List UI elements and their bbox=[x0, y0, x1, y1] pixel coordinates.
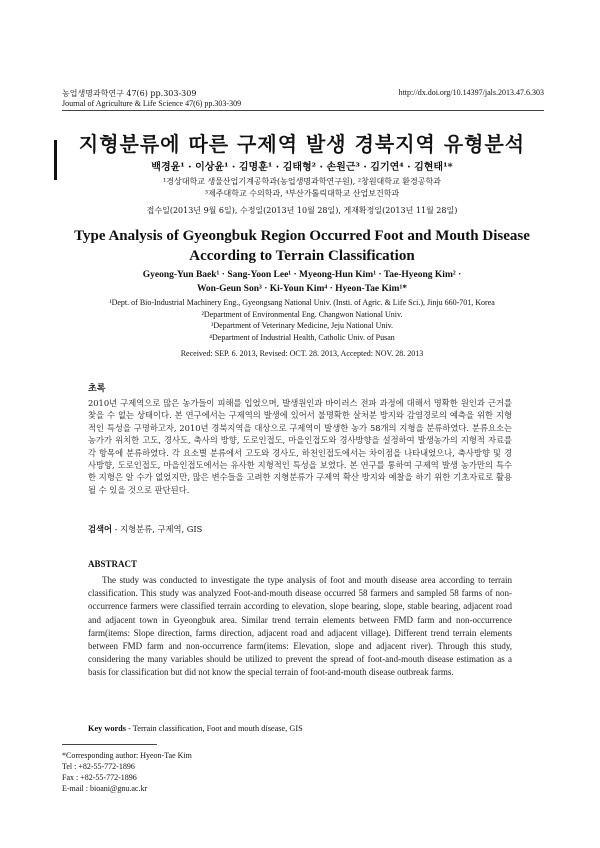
affiliation-en-line: ¹Dept. of Bio-Industrial Machinery Eng., Gyeongsang National Univ. (Insti. of Agric. & Life Sci.), Jinju 660-701, Korea bbox=[109, 298, 495, 307]
affiliation-en-line: ⁴Department of Industrial Health, Catholic Univ. of Pusan bbox=[209, 332, 395, 342]
authors-en-line: Gyeong-Yun Baek¹ · Sang-Yoon Lee¹ · Myeong-Hun Kim¹ · Tae-Hyeong Kim² · bbox=[142, 270, 462, 280]
email[interactable]: E-mail : bioani@gnu.ac.kr bbox=[62, 784, 148, 793]
doi-link[interactable]: http://dx.doi.org/10.14397/jals.2013.47.6.303 bbox=[398, 88, 544, 97]
authors-english bbox=[60, 268, 544, 296]
abstract-en-heading: ABSTRACT bbox=[88, 559, 138, 569]
corresponding-author: *Corresponding author: Hyeon-Tae Kim bbox=[62, 751, 192, 760]
title-en-line: Type Analysis of Gyeongbuk Region Occurred Foot and Mouth Disease bbox=[74, 228, 530, 244]
abstract-en-text: The study was conducted to investigate the type analysis of foot and mouth disease area according to terrain classification. This study was analyzed Foot-and-mouth disease occurred 58 farmers and sampled 58 farms of non-occurrence farmers were classified terrain according to elevation, slope bearing, slope, stable bearing, adjacent road and adjacent town in Gyeongbuk area. Similar trend terrain elements between FMD farm and non-occurrence farm(items: Slope direction, farms direction, adjacent road and adjacent village). Different trend terrain elements between FMD farm and non-occurrence farm(items: Elevation, slope and adjacent river). Through this study, considering the many variables should be utilized to prevent the spread of foot-and-mouth disease estimation as a basis for classification but did not know the special terrain of foot-and-mouth disease outbreak farms. bbox=[88, 575, 512, 678]
footnote-divider bbox=[62, 744, 157, 745]
affiliation-en-line: ²Department of Environmental Eng. Changwon National Univ. bbox=[201, 309, 403, 319]
affiliations-korean bbox=[60, 176, 544, 200]
dates-english: Received: SEP. 6. 2013, Revised: OCT. 28. 2013, Accepted: NOV. 28. 2013 bbox=[180, 349, 424, 358]
keywords-korean bbox=[88, 523, 512, 535]
header-divider bbox=[62, 110, 544, 111]
title-accent-bar bbox=[54, 140, 57, 180]
keywords-ko-label: 검색어 bbox=[88, 524, 113, 534]
fax: Fax : +82-55-772-1896 bbox=[62, 773, 137, 782]
footnote bbox=[62, 750, 192, 794]
affiliations-english bbox=[60, 297, 544, 343]
journal-header-en: Journal of Agriculture & Life Science 47(6) pp.303-309 bbox=[62, 99, 242, 108]
title-korean: 지형분류에 따른 구제역 발생 경북지역 유형분석 bbox=[78, 132, 526, 156]
keywords-ko-value: - 지형분류, 구제역, GIS bbox=[114, 524, 203, 534]
abstract-ko-heading: 초록 bbox=[88, 384, 106, 394]
affiliation-ko-line: ¹경상대학교 생물산업기계공학과(농업생명과학연구원), ²창원대학교 환경공학과 bbox=[163, 177, 441, 186]
telephone: Tel : +82-55-772-1896 bbox=[62, 762, 135, 771]
title-en-line: According to Terrain Classification bbox=[189, 248, 415, 264]
authors-korean: 백경윤¹ · 이상윤¹ · 김명훈¹ · 김태형² · 손원근³ · 김기연⁴ · 김현태¹* bbox=[151, 162, 453, 173]
affiliation-ko-line: ³제주대학교 수의학과, ⁴부산가톨릭대학교 산업보건학과 bbox=[204, 189, 400, 198]
affiliation-en-line: ³Department of Veterinary Medicine, Jeju National Univ. bbox=[210, 321, 394, 330]
keywords-en-value: - Terrain classification, Foot and mouth disease, GIS bbox=[128, 724, 303, 733]
authors-en-line: Won-Geun Son³ · Ki-Youn Kim⁴ · Hyeon-Tae Kim¹* bbox=[196, 284, 408, 294]
dates-korean: 접수일(2013년 9월 6일), 수정일(2013년 10월 28일), 게재확정일(2013년 11월 28일) bbox=[146, 206, 458, 215]
title-english bbox=[60, 226, 544, 266]
keywords-en-label: Key words bbox=[88, 724, 127, 733]
journal-header-ko: 농업생명과학연구 47(6) pp.303-309 bbox=[62, 89, 197, 98]
keywords-english bbox=[88, 724, 512, 733]
abstract-ko-text: 2010년 구제역으로 많은 농가들이 피해를 입었으며, 발생원인과 바이러스 전파 과정에 대해서 명확한 원인과 근거를 찾을 수 없는 상태이다. 본 연구에서는 구제역의 발생에 있어서 불명확한 살처분 방지와 감염경로의 예측을 위한 지형적인 특성을 구명하고자, 2010년 경북지역을 대상으로 구제역이 발생한 농가 58개의 지형을 분류하였다. 분류요소는 농가가 위치한 고도, 경사도, 축사의 방향, 도로인접도, 마을인접도와 경사방향을 설정하여 발생농가의 지형적 자료를 각 항목에 분류하였다. 각 요소별 분류에서 고도와 경사도, 하천인접도에서는 차이점을 나타내었으나, 축사방향 및 경사방향, 도로인접도, 마을인접도에서는 유사한 지형적인 특성을 보였다. 본 연구를 통하여 구제역 발생 농가만의 특수한 지형은 알 수가 없었지만, 많은 변수들을 고려한 지형분류가 구제역 확산 방지와 예찰을 하기 위한 기초자료로 활용 될 수 있을 것으로 판단된다. bbox=[88, 398, 512, 495]
